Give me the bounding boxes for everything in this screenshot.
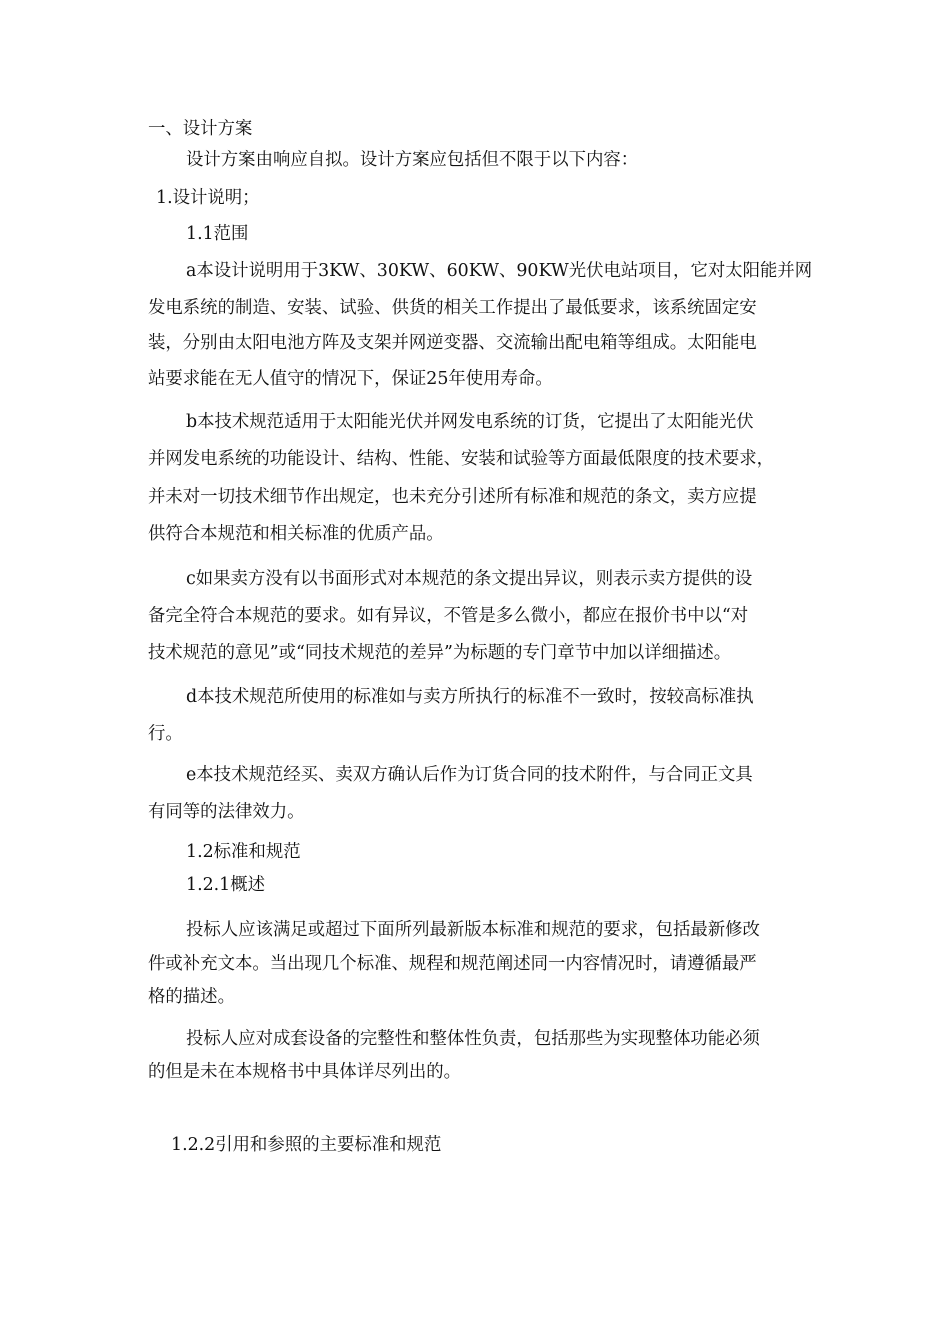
subsection-heading-1-2: 1.2标准和规范 (186, 842, 301, 862)
paragraph-overview-line: 格的描述。 (148, 987, 235, 1007)
paragraph-c-line: 技术规范的意见”或“同技术规范的差异”为标题的专门章节中加以详细描述。 (148, 643, 732, 663)
paragraph-e-line: e本技术规范经买、卖双方确认后作为订货合同的技术附件，与合同正文具 (186, 765, 753, 785)
paragraph-d-line: d本技术规范所使用的标准如与卖方所执行的标准不一致时，按较高标准执 (186, 687, 754, 707)
paragraph-a-line: 装，分别由太阳电池方阵及支架并网逆变器、交流输出配电箱等组成。太阳能电 (148, 333, 757, 353)
subsection-heading-1: 1.设计说明； (156, 188, 260, 208)
paragraph-c-line: c如果卖方没有以书面形式对本规范的条文提出异议，则表示卖方提供的设 (186, 569, 753, 589)
paragraph-a-line: 站要求能在无人值守的情况下，保证25年使用寿命。 (148, 369, 553, 389)
paragraph-b-line: 并网发电系统的功能设计、结构、性能、安装和试验等方面最低限度的技术要求， (148, 449, 775, 469)
paragraph-b-line: 并未对一切技术细节作出规定，也未充分引述所有标准和规范的条文，卖方应提 (148, 487, 757, 507)
paragraph-c-line: 备完全符合本规范的要求。如有异议，不管是多么微小，都应在报价书中以“对 (148, 606, 749, 626)
subsection-heading-1-2-1: 1.2.1概述 (186, 875, 266, 895)
paragraph-e-line: 有同等的法律效力。 (148, 802, 305, 822)
paragraph-a-line: 发电系统的制造、安装、试验、供货的相关工作提出了最低要求，该系统固定安 (148, 298, 757, 318)
subsection-heading-1-2-2: 1.2.2引用和参照的主要标准和规范 (171, 1135, 442, 1155)
paragraph-completeness-line: 的但是未在本规格书中具体详尽列出的。 (148, 1062, 462, 1082)
paragraph-overview-line: 投标人应该满足或超过下面所列最新版本标准和规范的要求，包括最新修改 (186, 920, 760, 940)
paragraph-b-line: b本技术规范适用于太阳能光伏并网发电系统的订货，它提出了太阳能光伏 (186, 412, 754, 432)
paragraph-completeness-line: 投标人应对成套设备的完整性和整体性负责，包括那些为实现整体功能必须 (186, 1029, 760, 1049)
section-heading: 一、设计方案 (148, 119, 253, 139)
intro-paragraph: 设计方案由响应自拟。设计方案应包括但不限于以下内容： (186, 150, 639, 170)
paragraph-d-line: 行。 (148, 724, 183, 744)
paragraph-b-line: 供符合本规范和相关标准的优质产品。 (148, 524, 444, 544)
paragraph-overview-line: 件或补充文本。当出现几个标准、规程和规范阐述同一内容情况时，请遵循最严 (148, 954, 757, 974)
subsection-heading-1-1: 1.1范围 (186, 224, 249, 244)
paragraph-a-line: a本设计说明用于3KW、30KW、60KW、90KW光伏电站项目，它对太阳能并网 (186, 261, 813, 281)
